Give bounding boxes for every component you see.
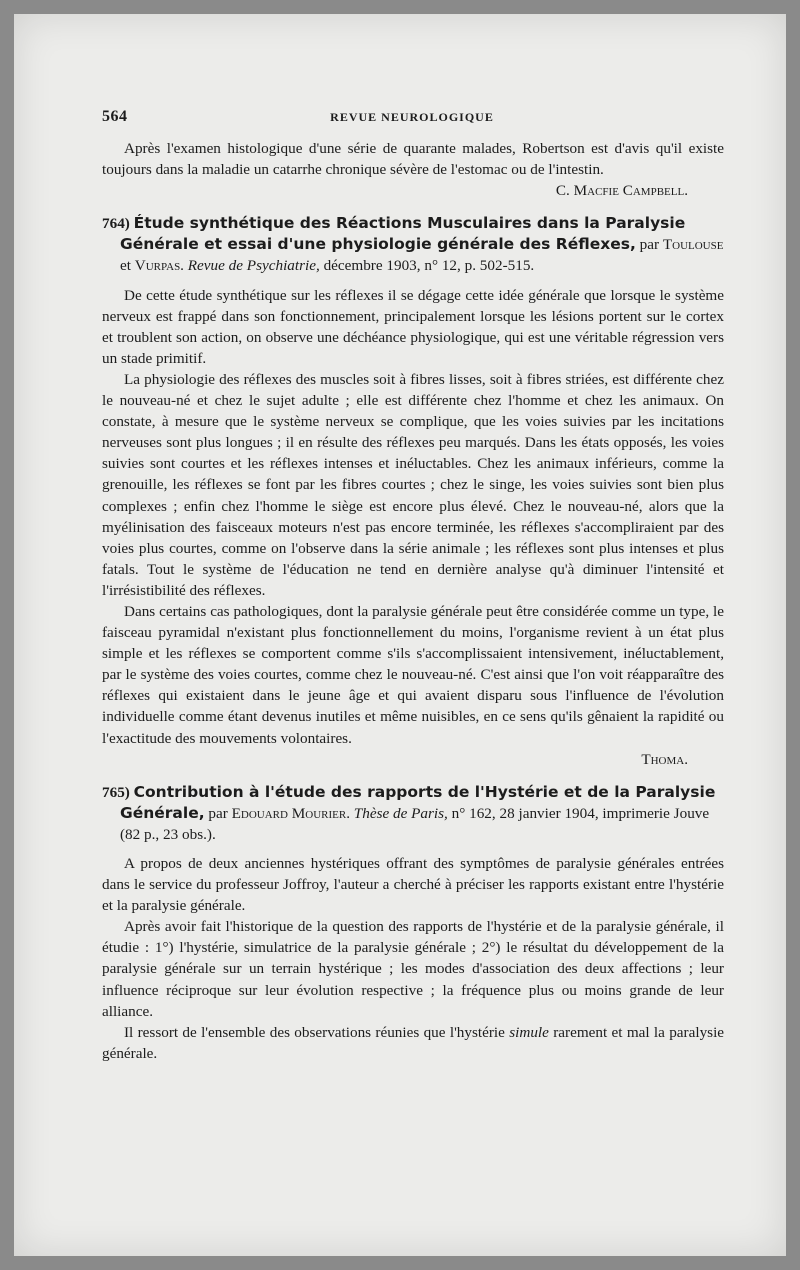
page — [14, 14, 786, 1256]
article-764-paragraph-3-text: Dans certains cas pathologiques, dont la paralysie générale peut être considérée comme un type, le faisceau pyramidal n'existant plus fonctionnellement du moins, l'organisme revient à un état plus simple et les réflexes se comportent comme s'ils s'accomplissaient intensivement, inéluctablement, par le système des voies courtes, comme chez le nouveau-né. C'est ainsi que l'on voit réapparaître des réflexes qui existaient dans le jeune âge et qui avaient disparu sous l'influence de l'évolution individuelle comme étant devenus inutiles et même nuisibles, en ce sens qu'ils gênaient la rapidité ou l'exactitude des mouvements volontaires. — [102, 602, 724, 747]
article-764-paragraph-2: La physiologie des réflexes des muscles soit à fibres lisses, soit à fibres striées, est différente chez le nouveau-né et chez le sujet adulte ; elle est différente chez l'homme et chez les animaux. On constate, à mesure que le système nerveux se complique, que les voies suivies par les incitations nerveuses sont plus longues ; il en résulte des réflexes peu marqués. Dans les états opposés, les voies suivies sont courtes et les réflexes intenses et inéluctables. Chez les animaux inférieurs, comme la grenouille, les réflexes se font par les fibres courtes ; chez le singe, les voies suivies sont bien plus complexes ; enfin chez l'homme le siège est encore plus élevé. Chez le nouveau-né, alors que la myélinisation des faisceaux moteurs n'est pas encore terminée, les réflexes s'accompliraient par des voies plus courtes, comme on l'observe dans la série animale ; les réflexes sont plus intenses et plus fatals. Tout le système de l'éducation ne tend en dernière analyse qu'à diminuer l'intensité et l'irrésistibilité des réflexes. — [102, 370, 724, 599]
article-765-paragraph-2: Après avoir fait l'historique de la question des rapports de l'hystérie et de la paralysie générale, il étudie : 1°) l'hystérie, simulatrice de la paralysie générale ; 2°) le résultat du développement de la paralysie générale sur un terrain hystérique ; les modes d'association des deux affections ; leur influence réciproque sur leur évolution respective ; la fréquence plus ou moins grande de leur alliance. — [102, 918, 724, 1020]
article-764-and: et — [120, 257, 131, 275]
article-764-reviewer: Thoma. — [641, 750, 688, 768]
article-764-paragraph-3 — [102, 601, 724, 770]
article-764-number: 764) — [102, 215, 130, 233]
intro-paragraph — [102, 138, 724, 201]
intro-reviewer: C. Macfie Campbell. — [555, 182, 688, 200]
article-765-author: Edouard Mourier. — [231, 804, 350, 822]
article-764-citation: décembre 1903, n° 12, p. 502-515. — [323, 257, 535, 275]
article-765-paragraph-3 — [102, 1022, 724, 1064]
article-764-paragraph-1: De cette étude synthétique sur les réflexes il se dégage cette idée générale que lorsque le système nerveux est frappé dans son fonctionnement, principalement lorsque les lésions portent sur le cortex et troublent son action, on observe une déchéance physiologique, qui est une véritable régression vers un stade primitif. — [102, 286, 724, 367]
article-765-heading — [102, 782, 724, 845]
article-764-heading — [102, 213, 724, 276]
article-765 — [102, 782, 724, 1064]
article-765-by: par — [208, 804, 228, 822]
article-764-title: Étude synthétique des Réactions Musculaires dans la Paralysie Générale et essai d'une physiologie générale des Réflexes, — [120, 214, 686, 254]
page-number: 564 — [102, 108, 128, 125]
article-765-p3-emphasis: simule — [509, 1023, 549, 1041]
article-765-p3-end: rarement et mal la paralysie générale. — [102, 1023, 725, 1062]
article-765-p3-start: Il ressort de l'ensemble des observations réunies que l'hystérie — [124, 1023, 505, 1041]
article-765-paragraph-1: A propos de deux anciennes hystériques offrant des symptômes de paralysie générales entrées dans le service du professeur Joffroy, l'auteur a cherché à préciser les rapports existant entre l'hystérie et la paralysie générale. — [102, 855, 724, 915]
article-764 — [102, 213, 724, 769]
running-head — [102, 108, 722, 128]
article-765-thesis: Thèse de Paris, — [353, 804, 448, 822]
journal-title: REVUE NEUROLOGIQUE — [330, 110, 494, 124]
article-764-by: par — [639, 236, 660, 254]
article-765-citation: n° 162, 28 janvier 1904, imprimerie Jouve (82 p., 23 obs.). — [120, 804, 710, 843]
article-765-number: 765) — [102, 783, 130, 801]
intro-text: Après l'examen histologique d'une série de quarante malades, Robertson est d'avis qu'il existe toujours dans la maladie un catarrhe chronique sévère de l'estomac ou de l'intestin. — [102, 140, 724, 179]
article-764-journal: Revue de Psychiatrie, — [187, 257, 320, 275]
article-765-title: Contribution à l'étude des rapports de l'Hystérie et de la Paralysie Générale, — [120, 782, 716, 822]
page-body — [102, 138, 724, 1064]
article-764-author-1: Toulouse — [662, 236, 724, 254]
article-764-author-2: Vurpas. — [134, 257, 184, 275]
